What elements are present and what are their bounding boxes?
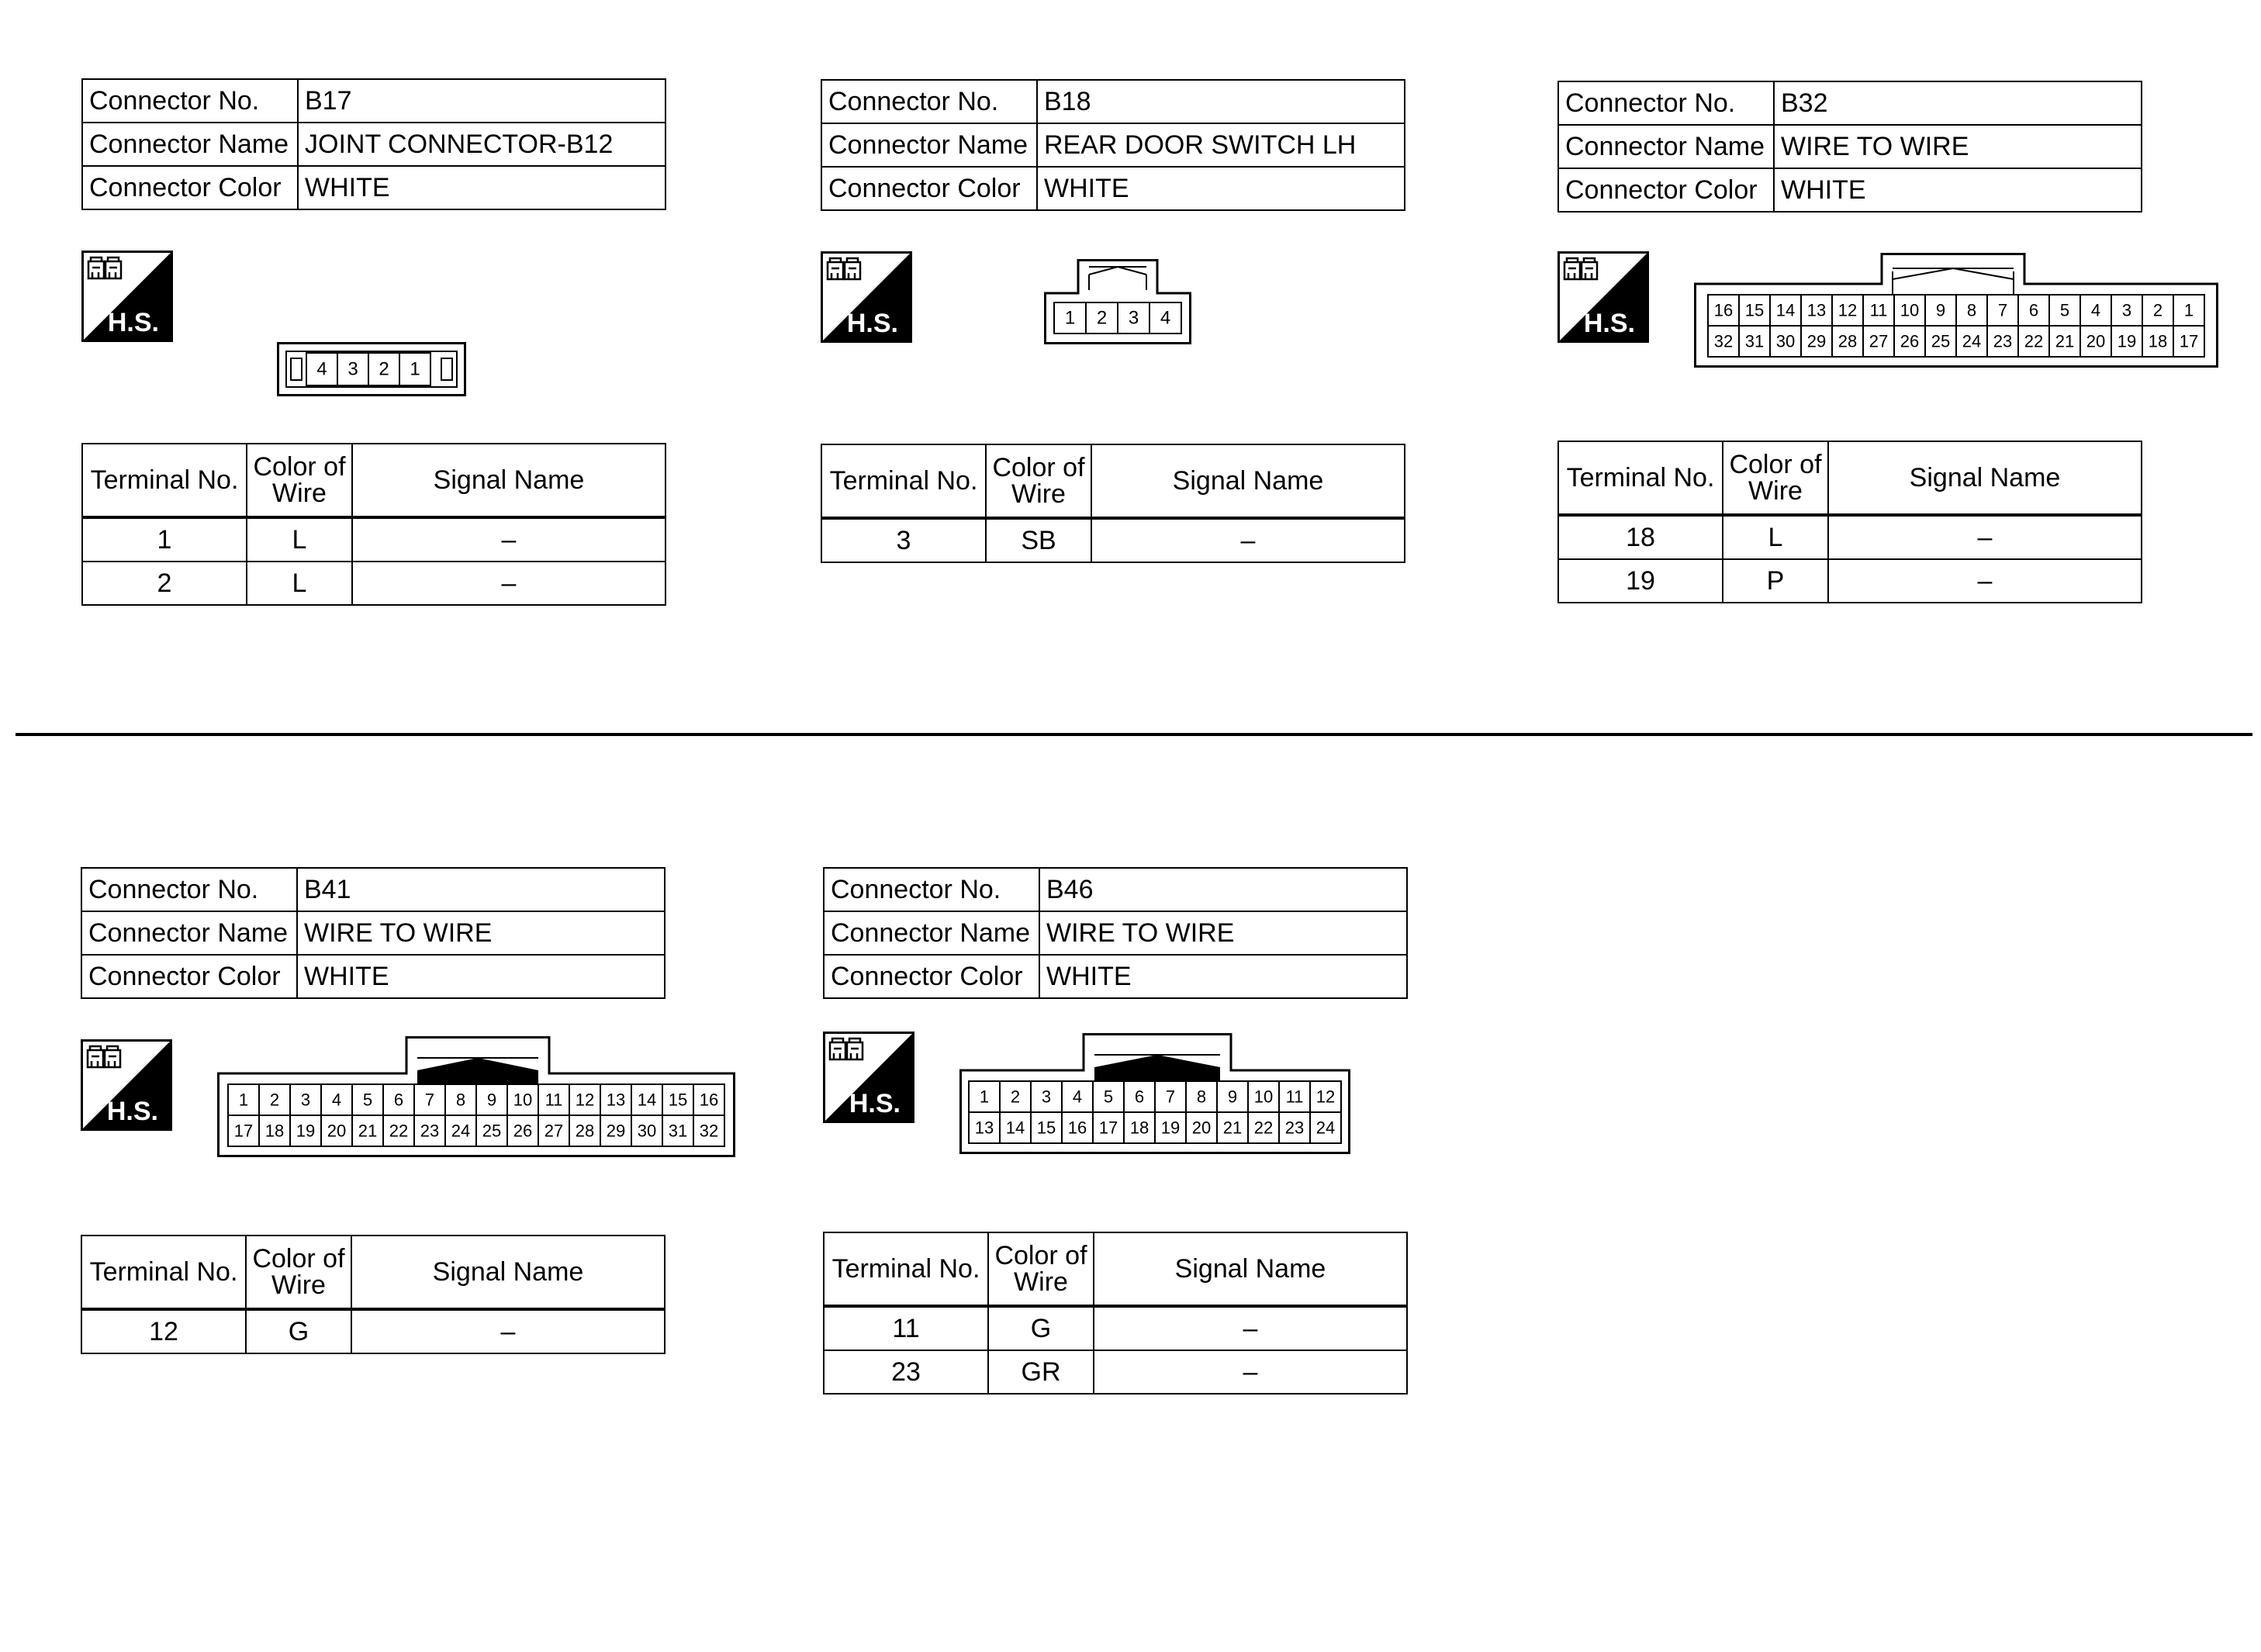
connector-no-value: B46 xyxy=(1039,868,1407,911)
connector-face xyxy=(1044,259,1191,344)
terminal-table xyxy=(1557,441,2142,603)
connector-no-value: B18 xyxy=(1037,80,1405,123)
signal-name-header: Signal Name xyxy=(1094,1232,1407,1306)
pin-number: 12 xyxy=(575,1090,595,1110)
wire-color-cell: P xyxy=(1723,559,1828,603)
color-of-text: Color of xyxy=(1729,450,1822,479)
pin-number: 13 xyxy=(1806,300,1827,320)
connector-face xyxy=(217,1036,735,1157)
connector-color-value: WHITE xyxy=(297,955,665,998)
connector-color-row xyxy=(821,167,1405,210)
pin-number: 27 xyxy=(1869,331,1889,351)
pin-number: 13 xyxy=(606,1090,626,1110)
connector-color-row xyxy=(81,955,665,998)
signal-name-header: Signal Name xyxy=(352,444,666,517)
wire-color-header xyxy=(988,1232,1094,1306)
pin-number: 5 xyxy=(1103,1087,1114,1107)
pin-number: 3 xyxy=(300,1090,311,1110)
terminal-no-cell: 18 xyxy=(1558,515,1723,559)
connector-color-value: WHITE xyxy=(1039,955,1407,998)
terminal-row xyxy=(82,517,666,562)
connector-name-value: WIRE TO WIRE xyxy=(1039,911,1407,955)
connector-no-label: Connector No. xyxy=(824,868,1039,911)
wire-text: Wire xyxy=(1748,476,1803,506)
pin-number: 16 xyxy=(1713,300,1734,320)
connector-color-label: Connector Color xyxy=(82,166,298,209)
signal-name-cell: – xyxy=(1828,515,2142,559)
connector-name-row xyxy=(821,123,1405,167)
pin-number: 5 xyxy=(362,1090,373,1110)
pin-number: 3 xyxy=(2121,300,2132,320)
connector-name-row xyxy=(824,911,1407,955)
signal-name-cell: – xyxy=(352,517,666,562)
signal-name-header: Signal Name xyxy=(1091,444,1405,518)
connector-face xyxy=(1694,253,2218,368)
connector-color-value: WHITE xyxy=(1774,168,2142,212)
connector-color-row xyxy=(82,166,666,209)
pin-number: 26 xyxy=(1900,331,1920,351)
signal-name-cell: – xyxy=(352,562,666,605)
pin-number: 16 xyxy=(1067,1118,1087,1138)
connector-color-label: Connector Color xyxy=(81,955,297,998)
pin-number: 3 xyxy=(1128,307,1139,329)
signal-name-cell: – xyxy=(1094,1306,1407,1350)
pin-number: 30 xyxy=(637,1121,657,1141)
connector-no-value: B17 xyxy=(298,79,666,123)
harness-side-icon xyxy=(823,1032,914,1123)
pin-number: 9 xyxy=(1935,300,1946,320)
pin-number: 23 xyxy=(420,1121,440,1141)
connector-name-label: Connector Name xyxy=(824,911,1039,955)
wire-text: Wire xyxy=(272,479,327,508)
pin-number: 13 xyxy=(974,1118,994,1138)
hs-label: H.S. xyxy=(849,1089,901,1118)
pin-number: 3 xyxy=(347,358,358,380)
wire-color-cell: SB xyxy=(986,518,1091,562)
terminal-header-row xyxy=(824,1232,1407,1306)
connector-color-row xyxy=(1558,168,2142,212)
signal-name-header: Signal Name xyxy=(1828,441,2142,515)
pin-number: 8 xyxy=(455,1090,466,1110)
pin-number: 14 xyxy=(637,1090,657,1110)
terminal-no-cell: 11 xyxy=(824,1306,988,1350)
terminal-row xyxy=(1558,559,2142,603)
connector-color-value: WHITE xyxy=(298,166,666,209)
pin-number: 21 xyxy=(2055,331,2075,351)
wire-color-cell: L xyxy=(1723,515,1828,559)
connector-info-table xyxy=(821,79,1405,211)
terminal-table xyxy=(81,443,666,606)
color-of-text: Color of xyxy=(252,1244,345,1274)
pin-number: 1 xyxy=(979,1087,990,1107)
pin-number: 12 xyxy=(1837,300,1858,320)
pin-number: 1 xyxy=(238,1090,249,1110)
terminal-row xyxy=(81,1309,665,1353)
pin-number: 28 xyxy=(1837,331,1858,351)
connector-name-row xyxy=(1558,125,2142,168)
terminal-no-header: Terminal No. xyxy=(1558,441,1723,515)
pin-number: 22 xyxy=(2024,331,2044,351)
signal-name-header: Signal Name xyxy=(351,1236,665,1309)
pin-number: 11 xyxy=(545,1090,563,1110)
terminal-table xyxy=(821,444,1405,563)
pin-number: 7 xyxy=(1165,1087,1176,1107)
wire-color-header xyxy=(246,1236,351,1309)
terminal-row xyxy=(824,1350,1407,1394)
section-divider xyxy=(16,733,2252,736)
connector-name-value: WIRE TO WIRE xyxy=(297,911,665,955)
wire-color-header xyxy=(1723,441,1828,515)
pin-number: 29 xyxy=(606,1121,626,1141)
pin-number: 23 xyxy=(1284,1118,1305,1138)
pin-number: 11 xyxy=(1285,1087,1304,1107)
connector-no-row xyxy=(824,868,1407,911)
pin-number: 24 xyxy=(1315,1118,1336,1138)
connector-color-row xyxy=(824,955,1407,998)
pin-number: 18 xyxy=(1129,1118,1150,1138)
pin-number: 19 xyxy=(2117,331,2137,351)
pin-number: 12 xyxy=(1315,1087,1336,1107)
connector-no-label: Connector No. xyxy=(1558,81,1774,125)
pin-number: 15 xyxy=(1036,1118,1056,1138)
pin-number: 8 xyxy=(1196,1087,1207,1107)
pin-number: 17 xyxy=(1098,1118,1118,1138)
wire-color-cell: GR xyxy=(988,1350,1094,1394)
pin-number: 4 xyxy=(1160,307,1171,329)
wire-color-cell: L xyxy=(247,517,352,562)
pin-number: 20 xyxy=(1191,1118,1212,1138)
terminal-no-header: Terminal No. xyxy=(821,444,986,518)
connector-info-table xyxy=(81,867,666,999)
connector-no-label: Connector No. xyxy=(821,80,1037,123)
pin-number: 11 xyxy=(1869,300,1888,320)
pin-number: 9 xyxy=(1227,1087,1238,1107)
connector-color-label: Connector Color xyxy=(1558,168,1774,212)
connector-info-table xyxy=(823,867,1408,999)
harness-side-icon xyxy=(81,1039,172,1131)
terminal-table xyxy=(81,1235,666,1354)
pin-number: 21 xyxy=(1222,1118,1243,1138)
pin-number: 10 xyxy=(513,1090,533,1110)
connector-name-label: Connector Name xyxy=(82,123,298,166)
pin-number: 4 xyxy=(331,1090,342,1110)
connector-no-label: Connector No. xyxy=(81,868,297,911)
connector-face xyxy=(959,1033,1350,1154)
pin-number: 24 xyxy=(1962,331,1982,351)
wire-color-header xyxy=(247,444,352,517)
pin-number: 2 xyxy=(1096,307,1108,329)
pin-number: 10 xyxy=(1900,300,1920,320)
terminal-no-header: Terminal No. xyxy=(82,444,247,517)
wire-text: Wire xyxy=(1014,1267,1068,1297)
pin-number: 15 xyxy=(1744,300,1765,320)
wire-text: Wire xyxy=(1011,479,1066,509)
pin-number: 14 xyxy=(1775,300,1796,320)
hs-label: H.S. xyxy=(846,309,898,338)
harness-side-icon xyxy=(81,251,173,342)
signal-name-cell: – xyxy=(1091,518,1405,562)
terminal-no-cell: 19 xyxy=(1558,559,1723,603)
terminal-header-row xyxy=(1558,441,2142,515)
signal-name-cell: – xyxy=(1094,1350,1407,1394)
terminal-no-cell: 12 xyxy=(81,1309,246,1353)
pin-number: 1 xyxy=(1064,307,1076,329)
pin-number: 20 xyxy=(2086,331,2106,351)
pin-number: 31 xyxy=(1744,331,1765,351)
hs-label: H.S. xyxy=(1583,309,1635,338)
pin-number: 29 xyxy=(1806,331,1827,351)
pin-number: 2 xyxy=(269,1090,280,1110)
pin-number: 16 xyxy=(699,1090,719,1110)
wire-color-cell: G xyxy=(246,1309,351,1353)
pin-number: 2 xyxy=(2152,300,2163,320)
pin-number: 15 xyxy=(668,1090,688,1110)
connector-info-table xyxy=(81,78,666,210)
connector-name-value: REAR DOOR SWITCH LH xyxy=(1037,123,1405,167)
terminal-no-header: Terminal No. xyxy=(81,1236,246,1309)
terminal-row xyxy=(821,518,1405,562)
terminal-table xyxy=(823,1232,1408,1395)
pin-number: 22 xyxy=(1253,1118,1274,1138)
connector-color-value: WHITE xyxy=(1037,167,1405,210)
pin-number: 5 xyxy=(2059,300,2070,320)
terminal-row xyxy=(824,1306,1407,1350)
harness-side-icon xyxy=(1557,251,1649,343)
pin-number: 19 xyxy=(296,1121,316,1141)
pin-number: 6 xyxy=(1134,1087,1145,1107)
pin-number: 20 xyxy=(327,1121,347,1141)
pin-number: 18 xyxy=(2148,331,2168,351)
pin-number: 21 xyxy=(358,1121,378,1141)
connector-name-label: Connector Name xyxy=(821,123,1037,167)
terminal-no-cell: 23 xyxy=(824,1350,988,1394)
harness-side-icon xyxy=(821,251,912,343)
connector-name-label: Connector Name xyxy=(81,911,297,955)
connector-no-value: B41 xyxy=(297,868,665,911)
terminal-header-row xyxy=(82,444,666,517)
connector-no-row xyxy=(1558,81,2142,125)
connector-name-label: Connector Name xyxy=(1558,125,1774,168)
connector-no-row xyxy=(821,80,1405,123)
pin-number: 4 xyxy=(2090,300,2101,320)
terminal-no-cell: 3 xyxy=(821,518,986,562)
pin-number: 19 xyxy=(1160,1118,1181,1138)
pin-number: 27 xyxy=(544,1121,564,1141)
pin-number: 8 xyxy=(1966,300,1977,320)
pin-number: 2 xyxy=(1010,1087,1021,1107)
connector-name-value: JOINT CONNECTOR-B12 xyxy=(298,123,666,166)
signal-name-cell: – xyxy=(351,1309,665,1353)
wire-color-header xyxy=(986,444,1091,518)
wire-text: Wire xyxy=(271,1270,326,1300)
pin-number: 6 xyxy=(2028,300,2039,320)
pin-number: 32 xyxy=(1713,331,1734,351)
terminal-no-cell: 1 xyxy=(82,517,247,562)
pin-number: 28 xyxy=(575,1121,595,1141)
terminal-no-header: Terminal No. xyxy=(824,1232,988,1306)
pin-number: 3 xyxy=(1041,1087,1052,1107)
connector-color-label: Connector Color xyxy=(821,167,1037,210)
pin-number: 10 xyxy=(1253,1087,1274,1107)
connector-no-value: B32 xyxy=(1774,81,2142,125)
connector-no-row xyxy=(81,868,665,911)
connector-no-row xyxy=(82,79,666,123)
connector-info-table xyxy=(1557,81,2142,213)
pin-number: 24 xyxy=(451,1121,471,1141)
pin-number: 18 xyxy=(264,1121,285,1141)
pin-number: 4 xyxy=(1072,1087,1083,1107)
color-of-text: Color of xyxy=(994,1241,1087,1270)
wire-color-cell: G xyxy=(988,1306,1094,1350)
hs-label: H.S. xyxy=(107,308,159,337)
signal-name-cell: – xyxy=(1828,559,2142,603)
pin-number: 14 xyxy=(1005,1118,1025,1138)
pin-number: 1 xyxy=(2183,300,2194,320)
terminal-row xyxy=(82,562,666,605)
pin-number: 31 xyxy=(668,1121,688,1141)
connector-no-label: Connector No. xyxy=(82,79,298,123)
color-of-text: Color of xyxy=(253,452,346,482)
pin-number: 26 xyxy=(513,1121,533,1141)
pin-number: 4 xyxy=(316,358,327,380)
pin-number: 17 xyxy=(233,1121,254,1141)
pin-number: 17 xyxy=(2179,331,2199,351)
wire-color-cell: L xyxy=(247,562,352,605)
color-of-text: Color of xyxy=(992,453,1085,482)
pin-number: 25 xyxy=(482,1121,502,1141)
pin-number: 1 xyxy=(410,358,420,380)
pin-number: 7 xyxy=(424,1090,435,1110)
connector-name-row xyxy=(82,123,666,166)
terminal-no-cell: 2 xyxy=(82,562,247,605)
pin-number: 23 xyxy=(1993,331,2013,351)
pin-number: 25 xyxy=(1931,331,1951,351)
terminal-row xyxy=(1558,515,2142,559)
connector-name-row xyxy=(81,911,665,955)
connector-color-label: Connector Color xyxy=(824,955,1039,998)
terminal-header-row xyxy=(81,1236,665,1309)
terminal-header-row xyxy=(821,444,1405,518)
pin-number: 2 xyxy=(379,358,389,380)
hs-label: H.S. xyxy=(106,1097,158,1126)
pin-number: 9 xyxy=(486,1090,497,1110)
pin-number: 30 xyxy=(1775,331,1796,351)
connector-face xyxy=(277,342,466,396)
pin-number: 6 xyxy=(393,1090,404,1110)
pin-number: 7 xyxy=(1997,300,2008,320)
connector-name-value: WIRE TO WIRE xyxy=(1774,125,2142,168)
pin-number: 22 xyxy=(389,1121,409,1141)
pin-number: 32 xyxy=(699,1121,719,1141)
